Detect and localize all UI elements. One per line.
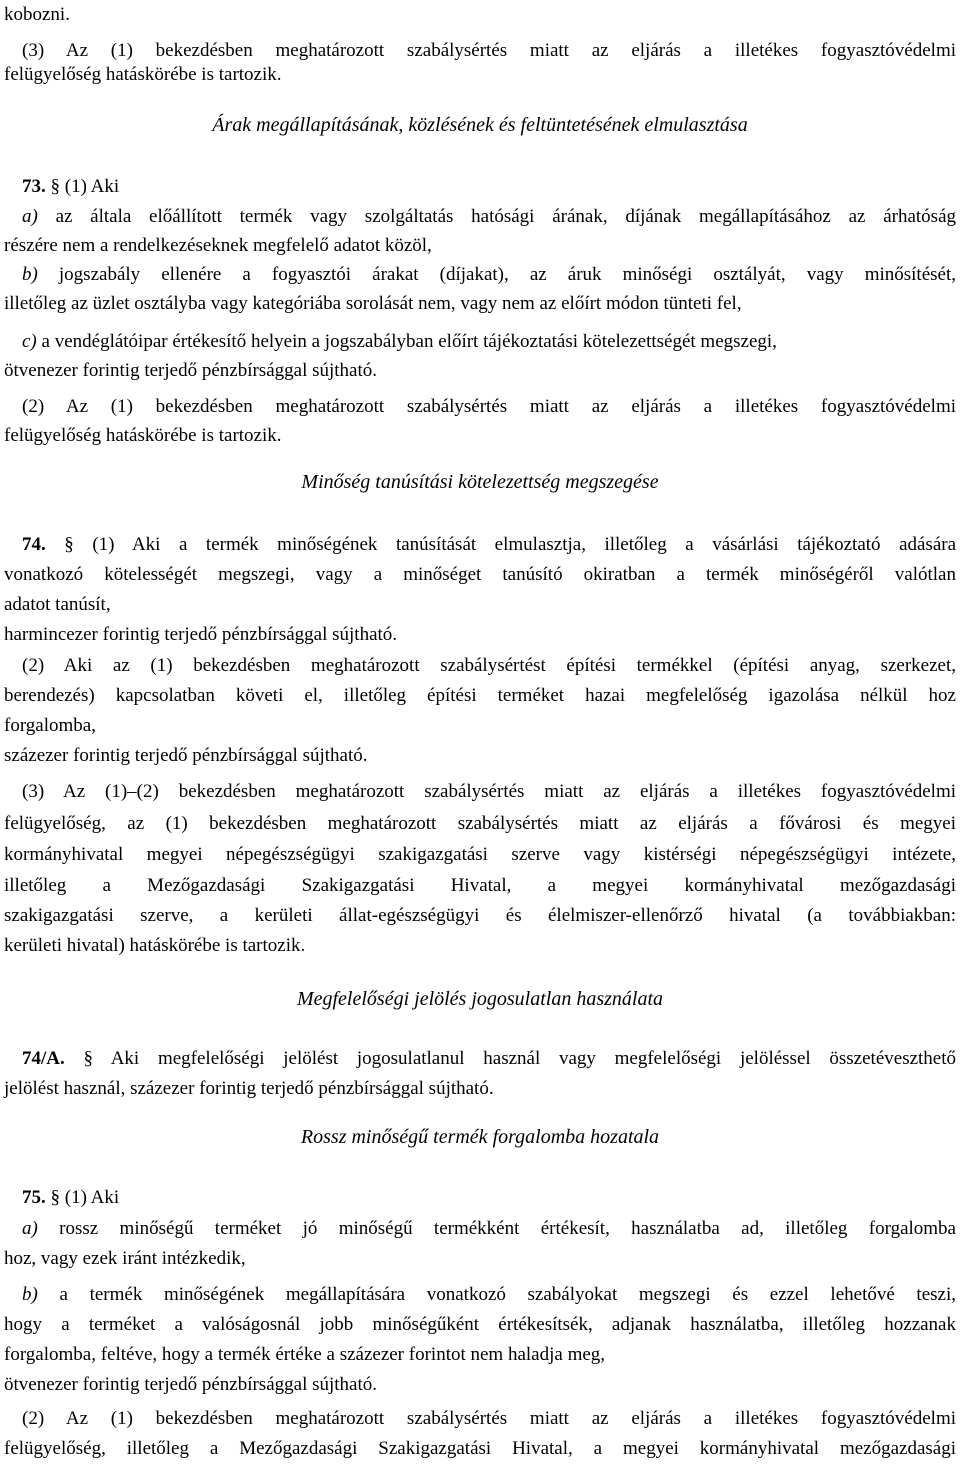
point-label: b): [22, 1284, 38, 1305]
point-label: c): [22, 331, 37, 352]
section-number: 73.: [22, 176, 46, 197]
point-label: a): [22, 1218, 38, 1239]
point-text: a termék minőségének megállapítására vonatkozó szabályokat megszegi és ezzel lehetővé teszi,: [59, 1284, 956, 1305]
section-sign: §: [50, 1187, 60, 1208]
text-line: illetőleg az üzlet osztályba vagy kategóriába sorolását nem, vagy nem az előírt módon tünteti fel,: [4, 293, 742, 314]
text-line: kerületi hivatal) hatáskörébe is tartozik.: [4, 935, 306, 956]
text-line: részére nem a rendelkezéseknek megfelelő adatot közöl,: [4, 235, 432, 256]
point-text: rossz minőségű terméket jó minőségű termékként értékesít, használatba ad, illetőleg forgalomba: [59, 1218, 956, 1239]
text-line: hoz, vagy ezek iránt intézkedik,: [4, 1248, 246, 1269]
text-line: kormányhivatal megyei népegészségügyi szakigazgatási szerve vagy kistérségi népegészségügyi intézete,: [4, 844, 956, 865]
point-line: [22, 264, 956, 286]
section-number: 75.: [22, 1187, 46, 1208]
section-heading: Megfelelőségi jelölés jogosulatlan használata: [296, 988, 664, 1010]
text-line: forgalomba, feltéve, hogy a termék értéke a százezer forintot nem haladja meg,: [4, 1344, 606, 1365]
text-line: szakigazgatási szerve, a kerületi állat-egészségügyi és élelmiszer-ellenőrző hivatal (a továbbiakban:: [4, 905, 956, 926]
sanction-line: harmincezer forintig terjedő pénzbírsággal sújtható.: [4, 624, 398, 645]
point-label: a): [22, 206, 38, 227]
point-line: [22, 1218, 956, 1240]
paragraph-text: Aki megfelelőségi jelölést jogosulatlanul használ vagy megfelelőségi jelöléssel összetéveszthető: [110, 1048, 957, 1069]
text-line: jelölést használ, százezer forintig terjedő pénzbírsággal sújtható.: [4, 1078, 494, 1099]
text-line: forgalomba,: [4, 715, 96, 736]
point-line: [22, 331, 956, 353]
paragraph-lead: (1) Aki: [64, 176, 120, 197]
text-line: felügyelőség hatáskörébe is tartozik.: [4, 64, 282, 85]
text-line: (2) Az (1) bekezdésben meghatározott szabálysértés miatt az eljárás a illetékes fogyasztóvédelmi: [22, 1408, 956, 1429]
point-line: [22, 206, 956, 228]
text-line: felügyelőség, illetőleg a Mezőgazdasági Szakigazgatási Hivatal, a megyei kormányhivatal mezőgazdasági: [4, 1438, 956, 1459]
sanction-line: ötvenezer forintig terjedő pénzbírsággal sújtható.: [4, 1374, 378, 1395]
text-line: illetőleg a Mezőgazdasági Szakigazgatási Hivatal, a megyei kormányhivatal mezőgazdasági: [4, 875, 956, 896]
sanction-line: ötvenezer forintig terjedő pénzbírsággal sújtható.: [4, 360, 378, 381]
section-sign: §: [83, 1048, 93, 1069]
section-number-line: [22, 1048, 956, 1070]
section-heading: Árak megállapításának, közlésének és feltüntetésének elmulasztása: [212, 114, 748, 136]
point-line: [22, 1284, 956, 1306]
paragraph-lead: (1) Aki: [64, 1187, 120, 1208]
point-text: az általa előállított termék vagy szolgáltatás hatósági árának, díjának megállapításához az árhatóság: [55, 206, 957, 227]
section-number-line: [22, 176, 956, 198]
point-label: b): [22, 264, 38, 285]
text-line: kobozni.: [4, 4, 70, 25]
text-line: vonatkozó kötelességét megszegi, vagy a minőséget tanúsító okiratban a termék minőségéről valótlan: [4, 564, 956, 585]
section-number: 74/A.: [22, 1048, 65, 1069]
section-sign: §: [64, 534, 74, 555]
section-number: 74.: [22, 534, 46, 555]
sanction-line: százezer forintig terjedő pénzbírsággal sújtható.: [4, 745, 368, 766]
text-line: felügyelőség hatáskörébe is tartozik.: [4, 425, 282, 446]
text-line: (2) Aki az (1) bekezdésben meghatározott szabálysértést építési termékkel (építési anyag, szerkezet,: [22, 655, 956, 676]
section-number-line: [22, 534, 956, 556]
section-heading: Minőség tanúsítási kötelezettség megszegése: [301, 471, 659, 493]
text-line: (3) Az (1)–(2) bekezdésben meghatározott szabálysértés miatt az eljárás a illetékes fogyasztóvédelmi: [22, 781, 956, 802]
text-line: berendezés) kapcsolatban követi el, illetőleg építési terméket hazai megfelelőség igazolása nélkül hoz: [4, 685, 956, 706]
text-line: (2) Az (1) bekezdésben meghatározott szabálysértés miatt az eljárás a illetékes fogyasztóvédelmi: [22, 396, 956, 417]
paragraph-text: (1) Aki a termék minőségének tanúsítását elmulasztja, illetőleg a vásárlási tájékoztató adására: [92, 534, 957, 555]
text-line: (3) Az (1) bekezdésben meghatározott szabálysértés miatt az eljárás a illetékes fogyasztóvédelmi: [22, 40, 956, 61]
text-line: felügyelőség, az (1) bekezdésben meghatározott szabálysértés miatt az eljárás a fővárosi és megyei: [4, 813, 956, 834]
section-heading: Rossz minőségű termék forgalomba hozatala: [300, 1126, 660, 1148]
point-text: jogszabály ellenére a fogyasztói árakat (díjakat), az áruk minőségi osztályát, vagy minősítését,: [58, 264, 956, 285]
text-line: adatot tanúsít,: [4, 594, 111, 615]
text-line: hogy a terméket a valóságosnál jobb minőségűként értékesítsék, adjanak használatba, illetőleg hozzanak: [4, 1314, 956, 1335]
point-text: a vendéglátóipar értékesítő helyein a jogszabályban előírt tájékoztatási kötelezettségét megszegi,: [41, 331, 777, 352]
section-sign: §: [50, 176, 60, 197]
section-number-line: [22, 1187, 956, 1209]
